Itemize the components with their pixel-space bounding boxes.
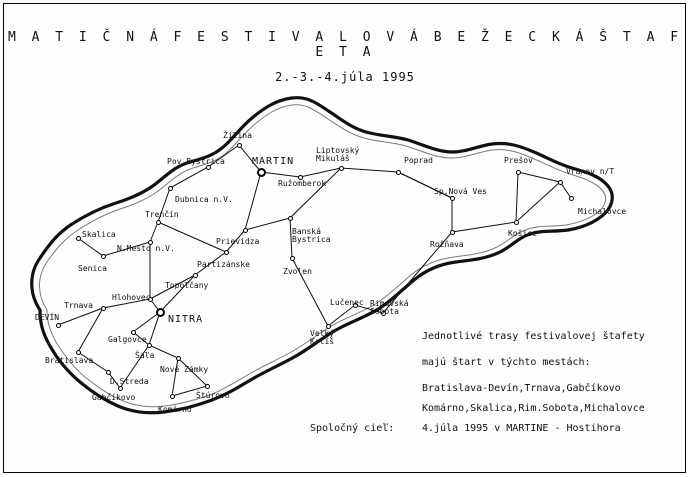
city-marker[interactable] <box>176 356 181 361</box>
city-label: Lučenec <box>330 298 364 307</box>
city-marker[interactable] <box>290 256 295 261</box>
city-marker[interactable] <box>205 384 210 389</box>
city-label: DEVÍN <box>35 313 60 322</box>
city-label: Trnava <box>64 301 93 310</box>
city-marker[interactable] <box>558 180 563 185</box>
city-label: Hlohovec <box>112 293 151 302</box>
city-marker[interactable] <box>156 308 165 317</box>
city-marker[interactable] <box>288 216 293 221</box>
city-label: Partizánske <box>197 260 250 269</box>
city-marker[interactable] <box>243 228 248 233</box>
city-marker[interactable] <box>131 330 136 335</box>
city-label: Michalovce <box>578 207 627 216</box>
city-marker[interactable] <box>168 186 173 191</box>
event-dates: 2.-3.-4.júla 1995 <box>275 70 415 84</box>
city-marker[interactable] <box>156 220 161 225</box>
legend-line-1: Jednotlivé trasy festivalovej štafety <box>422 331 645 342</box>
city-label: Zvolen <box>283 267 312 276</box>
legend-line-2: majú štart v týchto mestách: <box>422 357 591 368</box>
city-label: N.Mesto n.V. <box>117 244 175 253</box>
city-label: Žilina <box>223 131 252 140</box>
city-label: Štúrovo <box>196 391 230 400</box>
city-marker[interactable] <box>101 254 106 259</box>
city-marker[interactable] <box>396 170 401 175</box>
city-marker[interactable] <box>101 306 106 311</box>
city-marker[interactable] <box>257 168 266 177</box>
city-marker[interactable] <box>170 394 175 399</box>
legend-goal-value: 4.júla 1995 v MARTINE - Hostihora <box>422 423 621 434</box>
city-label: Komárno <box>158 405 192 414</box>
city-label: Banská Bystrica <box>292 227 331 244</box>
city-marker[interactable] <box>326 324 331 329</box>
city-label: Pov.Bystrica <box>167 157 225 166</box>
city-label: Liptovský Mikuláš <box>316 146 360 163</box>
city-marker[interactable] <box>56 323 61 328</box>
city-label: Veľký Krtíš <box>310 329 335 346</box>
city-label: Bratislava <box>45 356 94 365</box>
city-label: Rožňava <box>430 240 464 249</box>
legend-goal-label: Spoločný cieľ: <box>310 423 395 434</box>
city-label: Senica <box>78 264 107 273</box>
city-label: Prešov <box>504 156 533 165</box>
city-label: Gabčíkovo <box>92 393 136 402</box>
city-marker[interactable] <box>514 220 519 225</box>
city-label: Košice <box>508 229 537 238</box>
city-marker[interactable] <box>450 196 455 201</box>
city-marker[interactable] <box>450 230 455 235</box>
city-label: Dubnica n.V. <box>175 195 233 204</box>
city-label: Poprad <box>404 156 433 165</box>
city-label: Topoľčany <box>165 281 209 290</box>
city-marker[interactable] <box>237 143 242 148</box>
city-marker[interactable] <box>224 250 229 255</box>
city-marker[interactable] <box>106 370 111 375</box>
city-label: Rimavská Sobota <box>370 299 409 316</box>
city-marker[interactable] <box>516 170 521 175</box>
city-label: MARTIN <box>252 156 295 167</box>
city-marker[interactable] <box>76 236 81 241</box>
city-label: Nové Zámky <box>160 365 209 374</box>
city-label: Vranov n/T <box>566 167 615 176</box>
city-marker[interactable] <box>76 350 81 355</box>
city-label: Skalica <box>82 230 116 239</box>
legend-start-cities-2: Komárno,Skalica,Rim.Sobota,Michalovce <box>422 403 645 414</box>
city-label: Prievidza <box>216 237 260 246</box>
city-marker[interactable] <box>147 343 152 348</box>
city-label: Trenčín <box>145 210 179 219</box>
city-marker[interactable] <box>118 386 123 391</box>
city-label: Ružomberok <box>278 179 327 188</box>
legend-start-cities-1: Bratislava-Devín,Trnava,Gabčíkovo <box>422 383 621 394</box>
city-label: Galgovce <box>108 335 147 344</box>
page-title: M A T I Č N Á F E S T I V A L O V Á B E Ž E C K Á Š T A F E T A <box>7 30 683 60</box>
city-label: Sp.Nová Ves <box>434 187 487 196</box>
city-label: D.Streda <box>110 377 149 386</box>
city-label: NITRA <box>168 314 204 325</box>
city-marker[interactable] <box>193 273 198 278</box>
city-label: Šaľa <box>135 351 155 360</box>
city-marker[interactable] <box>569 196 574 201</box>
city-marker[interactable] <box>339 166 344 171</box>
